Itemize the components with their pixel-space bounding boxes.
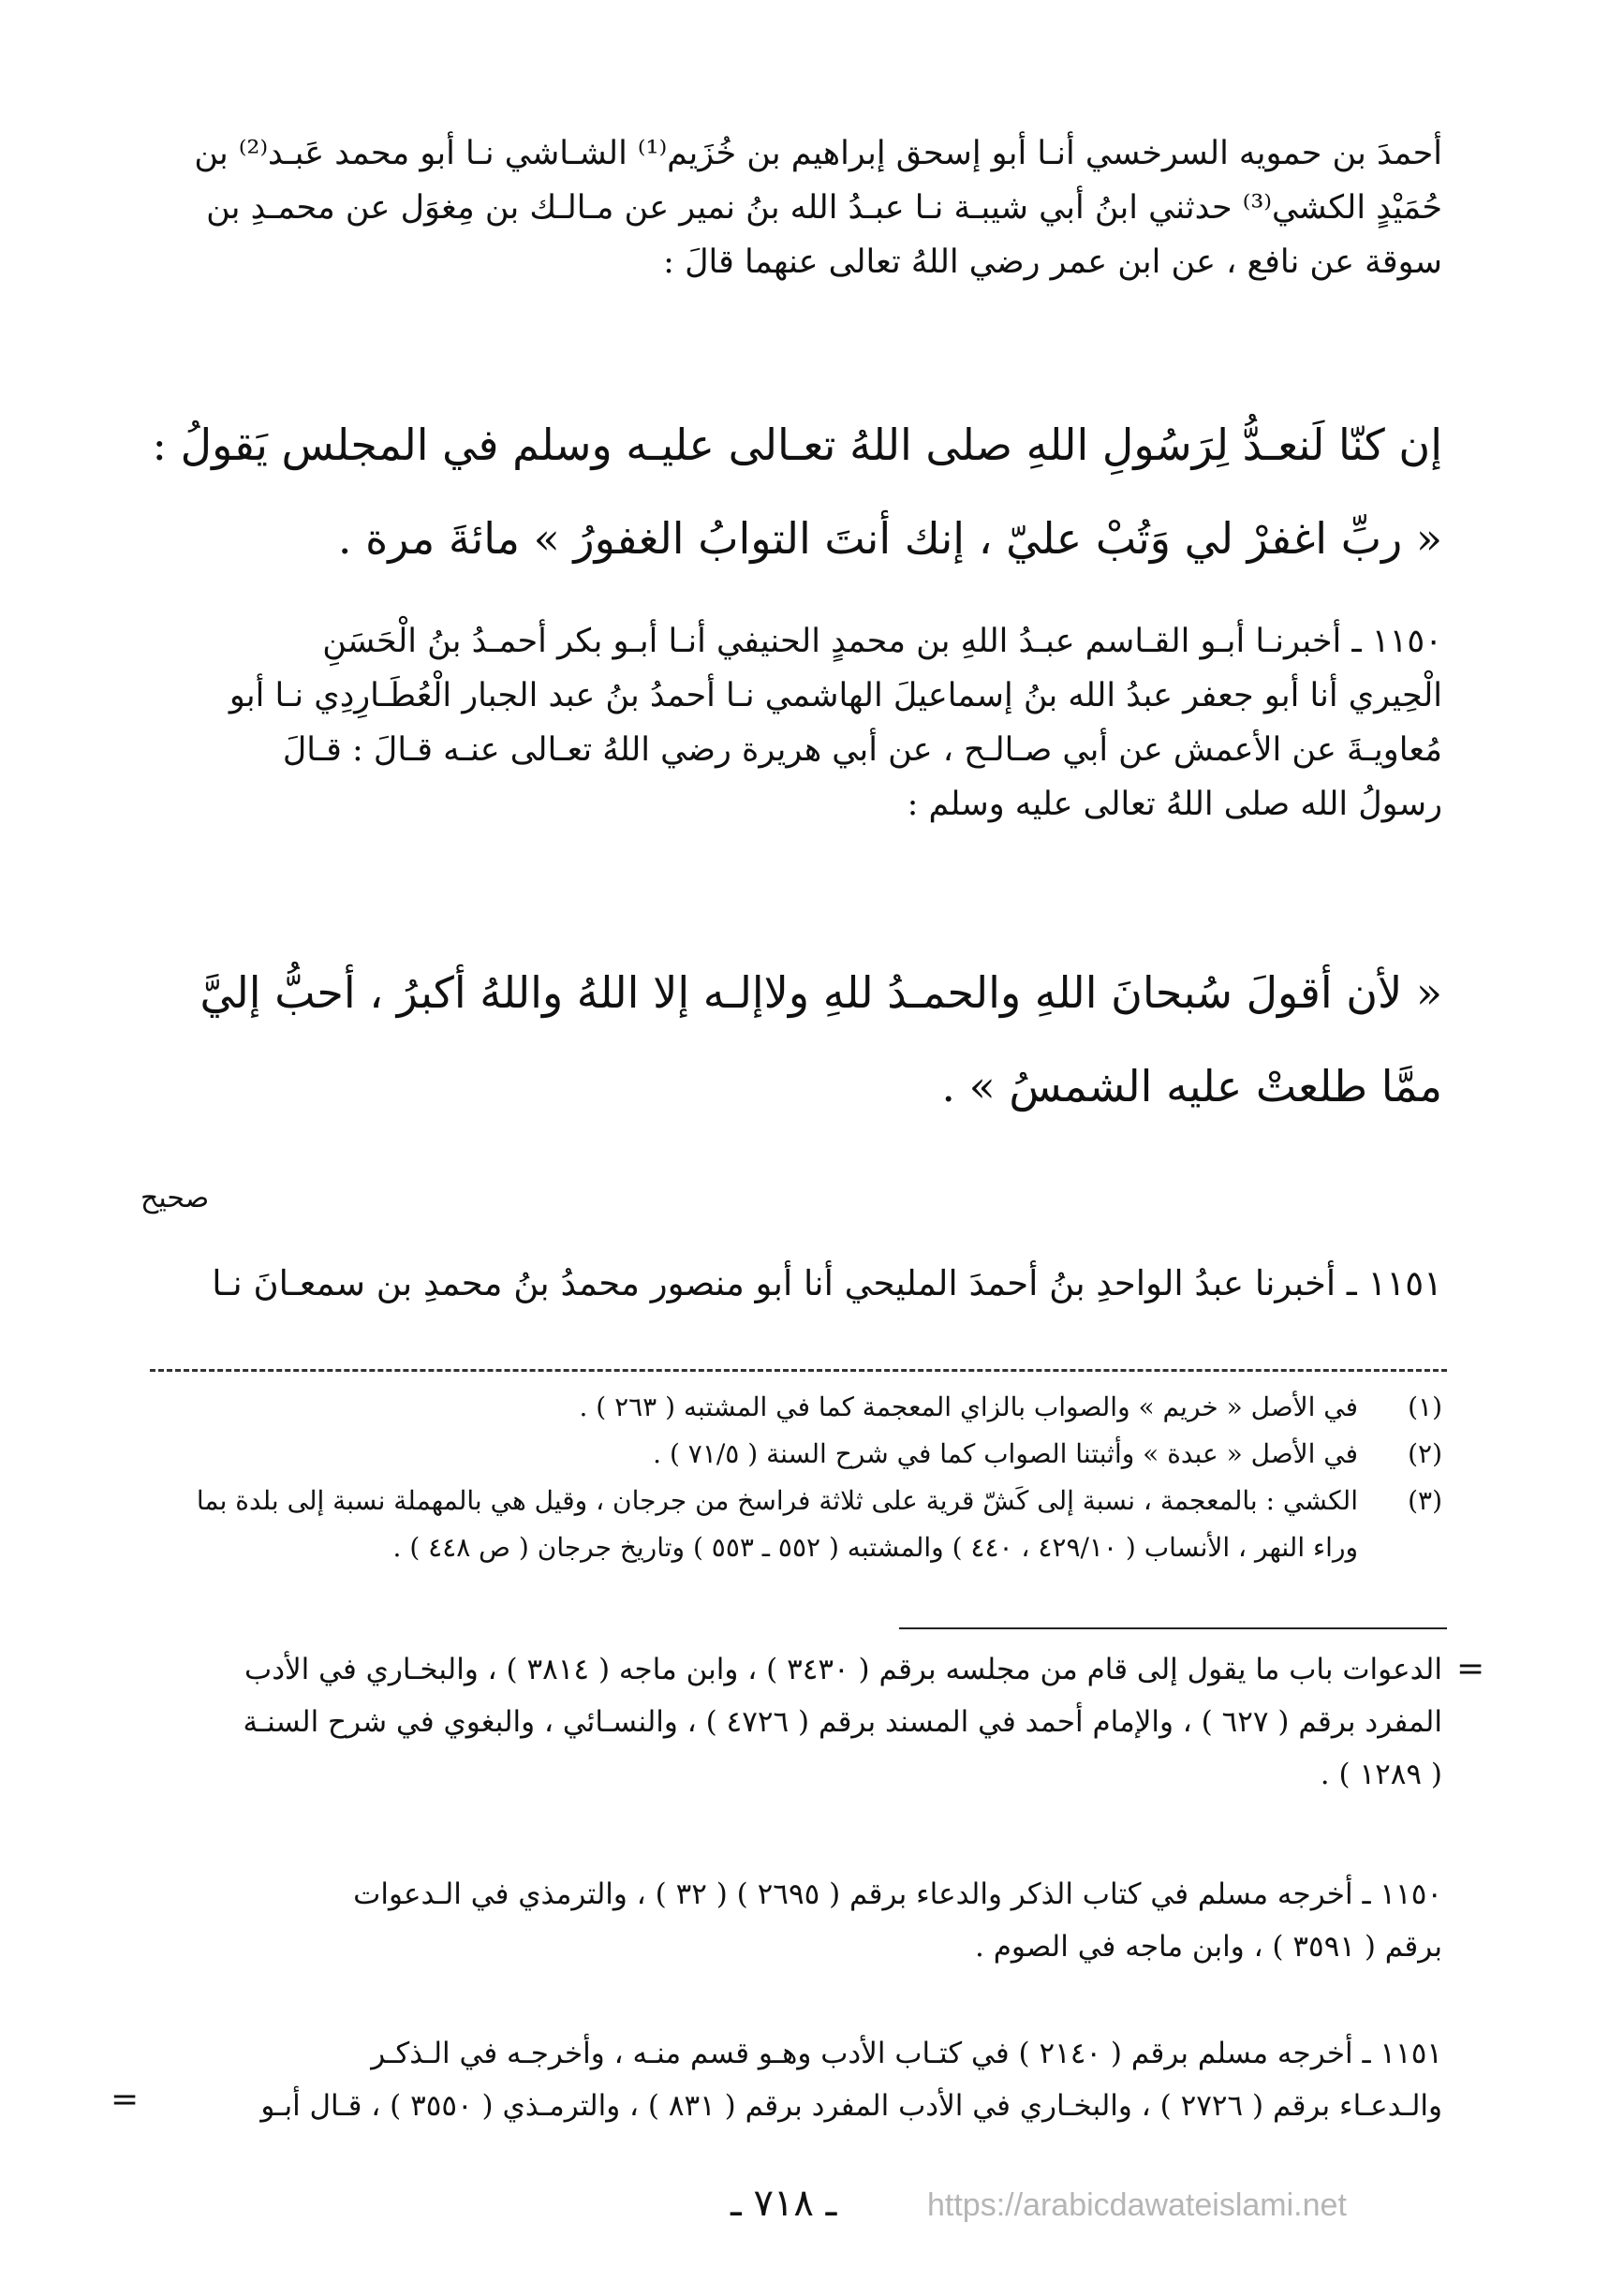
text-line: المفرد برقم ( ٦٢٧ ) ، والإمام أحمد في المسند برقم ( ٤٧٢٦ ) ، والنسـائي ، والبغوي في شرح السنـة bbox=[243, 1705, 1442, 1739]
text-line: إن كنّا لَنعـدُّ لِرَسُولِ اللهِ صلى اللهُ تعـالى عليـه وسلم في المجلس يَقولُ : bbox=[152, 419, 1442, 470]
text-line: « لأن أقولَ سُبحانَ اللهِ والحمـدُ للهِ ولاإلـه إلا اللهُ واللهُ أكبرُ ، أحبُّ إليَّ bbox=[199, 967, 1442, 1018]
text-line: ١١٥٠ ـ أخبرنـا أبـو القـاسم عبـدُ اللهِ بن محمدٍ الحنيفي أنـا أبـو بكر أحمـدُ بنُ الْحَسَنِ bbox=[322, 623, 1442, 660]
text-line: سوقة عن نافع ، عن ابن عمر رضي اللهُ تعالى عنهما قالَ : bbox=[663, 243, 1442, 281]
text-line: الْحِيري أنا أبو جعفر عبدُ الله بنُ إسماعيلَ الهاشمي نـا أحمدُ بنُ عبد الجبار الْعُطَـارِدِي نـا أبو bbox=[229, 677, 1442, 714]
takhrij-separator bbox=[899, 1627, 1447, 1629]
text-line: ممَّا طلعتْ عليه الشمسُ » . bbox=[941, 1061, 1442, 1111]
footnote-number: (١) bbox=[1408, 1391, 1442, 1422]
text-line: الدعوات باب ما يقول إلى قام من مجلسه برقم ( ٣٤٣٠ ) ، وابن ماجه ( ٣٨١٤ ) ، والبخـاري في الأدب bbox=[244, 1653, 1442, 1686]
text-line: ١١٥١ ـ أخرجه مسلم برقم ( ٢١٤٠ ) في كتـاب الأدب وهـو قسم منـه ، وأخرجـه في الـذكـر bbox=[371, 2037, 1442, 2070]
grade-label: صحيح bbox=[140, 1182, 210, 1214]
continuation-mark-end: = bbox=[111, 2081, 140, 2119]
continuation-mark-start: = bbox=[1456, 1650, 1485, 1688]
takhrij-1150 bbox=[140, 1868, 1442, 1973]
text-line: مُعاويـةَ عن الأعمش عن أبي صـالـح ، عن أبي هريرة رضي اللهُ تعـالى عنـه قـالَ : قـالَ bbox=[282, 731, 1442, 769]
footnote-text: الكشي : بالمعجمة ، نسبة إلى كَشّ قرية على ثلاثة فراسخ من جرجان ، وقيل هي بالمهملة نسبة إلى بلدة بما bbox=[196, 1485, 1358, 1516]
text-line: برقم ( ٣٥٩١ ) ، وابن ماجه في الصوم . bbox=[975, 1930, 1442, 1964]
page-footer bbox=[0, 2182, 1609, 2238]
footnote-text: في الأصل « عبدة » وأثبتنا الصواب كما في شرح السنة ( ٧١/٥ ) . bbox=[653, 1438, 1358, 1469]
footnote-text: وراء النهر ، الأنساب ( ٤٢٩/١٠ ، ٤٤٠ ) والمشتبه ( ٥٥٢ ـ ٥٥٣ ) وتاريخ جرجان ( ص ٤٤٨ ) . bbox=[392, 1532, 1358, 1563]
chain-of-narration bbox=[140, 126, 1442, 289]
footnote-1 bbox=[140, 1384, 1442, 1431]
takhrij-continuation bbox=[140, 1643, 1442, 1801]
text-line: « ربِّ اغفرْ لي وَتُبْ عليّ ، إنك أنتَ التوابُ الغفورُ » مائةَ مرة . bbox=[337, 513, 1442, 564]
page-number: ـ ٧١٨ ـ bbox=[731, 2182, 837, 2225]
text-line: والـدعـاء برقم ( ٢٧٢٦ ) ، والبخـاري في الأدب المفرد برقم ( ٨٣١ ) ، والترمـذي ( ٣٥٥٠ ) ، قـال أبـو bbox=[260, 2089, 1442, 2123]
hadith-entry-1150 bbox=[140, 614, 1442, 832]
footnote-number: (٢) bbox=[1408, 1438, 1442, 1469]
text-line: رسولُ الله صلى اللهُ تعالى عليه وسلم : bbox=[907, 786, 1442, 823]
footnote-text: في الأصل « خريم » والصواب بالزاي المعجمة كما في المشتبه ( ٢٦٣ ) . bbox=[579, 1391, 1358, 1422]
text-line: ١١٥١ ـ أخبرنا عبدُ الواحدِ بنُ أحمدَ المليحي أنا أبو منصور محمدُ بنُ محمدِ بن سمعـانَ نـا bbox=[212, 1263, 1442, 1303]
footnotes bbox=[140, 1384, 1442, 1571]
footnote-number: (٣) bbox=[1408, 1485, 1442, 1516]
text-line: حُمَيْدٍ الكشي⁽³⁾ حدثني ابنُ أبي شيبـة نـا عبـدُ الله بنُ نمير عن مـالـك بن مِغوَل عن محمـدِ بن bbox=[206, 189, 1442, 227]
text-line: أحمدَ بن حمويه السرخسي أنـا أبو إسحق إبراهيم بن خُزَيم⁽¹⁾ الشـاشي نـا أبو محمد عَبـد⁽²⁾ بن bbox=[194, 135, 1442, 172]
hadith-entry-1151 bbox=[140, 1255, 1442, 1313]
footnote-separator bbox=[150, 1369, 1447, 1372]
footnote-2 bbox=[140, 1431, 1442, 1478]
footnote-3 bbox=[140, 1478, 1442, 1571]
hadith-text bbox=[140, 398, 1442, 585]
hadith-text bbox=[140, 946, 1442, 1133]
text-line: ١١٥٠ ـ أخرجه مسلم في كتاب الذكر والدعاء برقم ( ٢٦٩٥ ) ( ٣٢ ) ، والترمذي في الـدعوات bbox=[353, 1877, 1442, 1911]
watermark-url: https://arabicdawateislami.net bbox=[927, 2187, 1347, 2223]
takhrij-1151 bbox=[140, 2027, 1442, 2132]
text-line: ( ١٢٨٩ ) . bbox=[1320, 1758, 1442, 1791]
